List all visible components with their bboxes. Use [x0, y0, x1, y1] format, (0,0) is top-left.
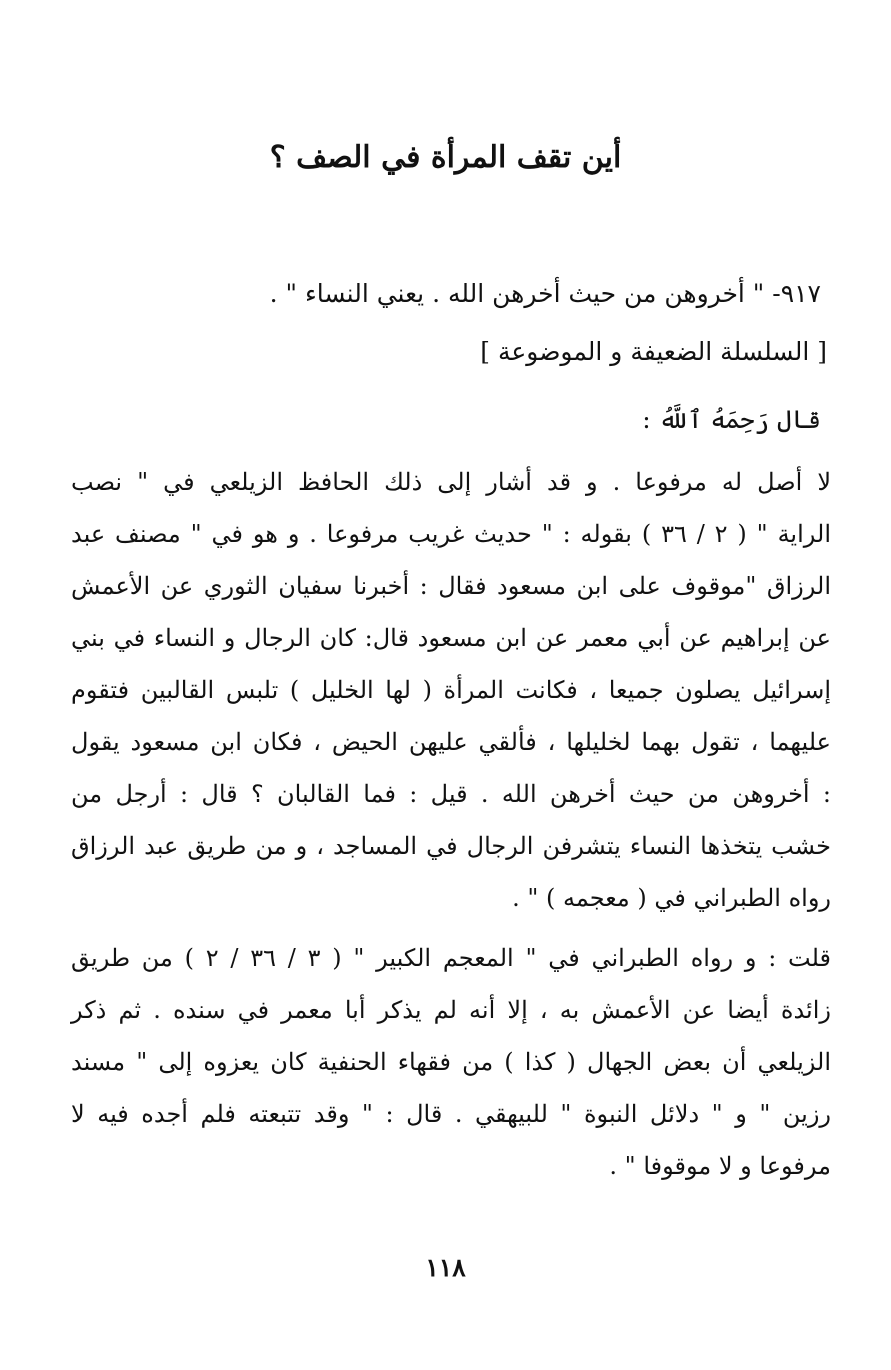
page-number: ١١٨ — [425, 1253, 466, 1282]
text-line: مرفوعا و لا موقوفا " . — [609, 1152, 831, 1180]
text-line: لا أصل له مرفوعا . و قد أشار إلى ذلك الحافظ الزيلعي في " نصب — [71, 468, 831, 496]
hadith-text: ٩١٧- " أخروهن من حيث أخرهن الله . يعني النساء " . — [269, 279, 821, 308]
text-line: الزيلعي أن بعض الجهال ( كذا ) من فقهاء الحنفية كان يعزوه إلى " مسند — [71, 1048, 831, 1076]
text-line: زائدة أيضا عن الأعمش به ، إلا أنه لم يذكر أبا معمر في سنده . ثم ذكر — [71, 996, 831, 1024]
text-line: : أخروهن من حيث أخرهن الله . قيل : فما القالبان ؟ قال : أرجل من — [71, 780, 831, 808]
text-line: الراية " ( ٢ / ٣٦ ) بقوله : " حديث غريب مرفوعا . و هو في " مصنف عبد — [71, 520, 832, 548]
text-line: رواه الطبراني في ( معجمه ) " . — [512, 884, 831, 912]
source-reference: [ السلسلة الضعيفة و الموضوعة ] — [480, 337, 827, 366]
chapter-title: أين تقف المرأة في الصف ؟ — [269, 140, 622, 175]
commentary-paragraph-2 — [71, 932, 831, 1192]
text-line: قلت : و رواه الطبراني في " المعجم الكبير " ( ٣ / ٣٦ / ٢ ) من طريق — [71, 944, 832, 972]
text-line: الرزاق "موقوف على ابن مسعود فقال : أخبرنا سفيان الثوري عن الأعمش — [71, 572, 831, 600]
text-line: رزين " و " دلائل النبوة " للبيهقي . قال : " وقد تتبعته فلم أجده فيه لا — [71, 1100, 831, 1128]
text-line: عن إبراهيم عن أبي معمر عن ابن مسعود قال: كان الرجال و النساء في بني — [71, 624, 831, 652]
text-line: إسرائيل يصلون جميعا ، فكانت المرأة ( لها الخليل ) تلبس القالبين فتقوم — [71, 676, 831, 704]
text-line: خشب يتخذها النساء يتشرفن الرجال في المساجد ، و من طريق عبد الرزاق — [71, 832, 831, 860]
author-intro: قال رَحِمَهُ ٱللَّهُ : — [642, 405, 821, 434]
commentary-paragraph-1 — [71, 456, 831, 924]
text-line: عليهما ، تقول بهما لخليلها ، فألقي عليهن الحيض ، فكان ابن مسعود يقول — [71, 728, 831, 756]
